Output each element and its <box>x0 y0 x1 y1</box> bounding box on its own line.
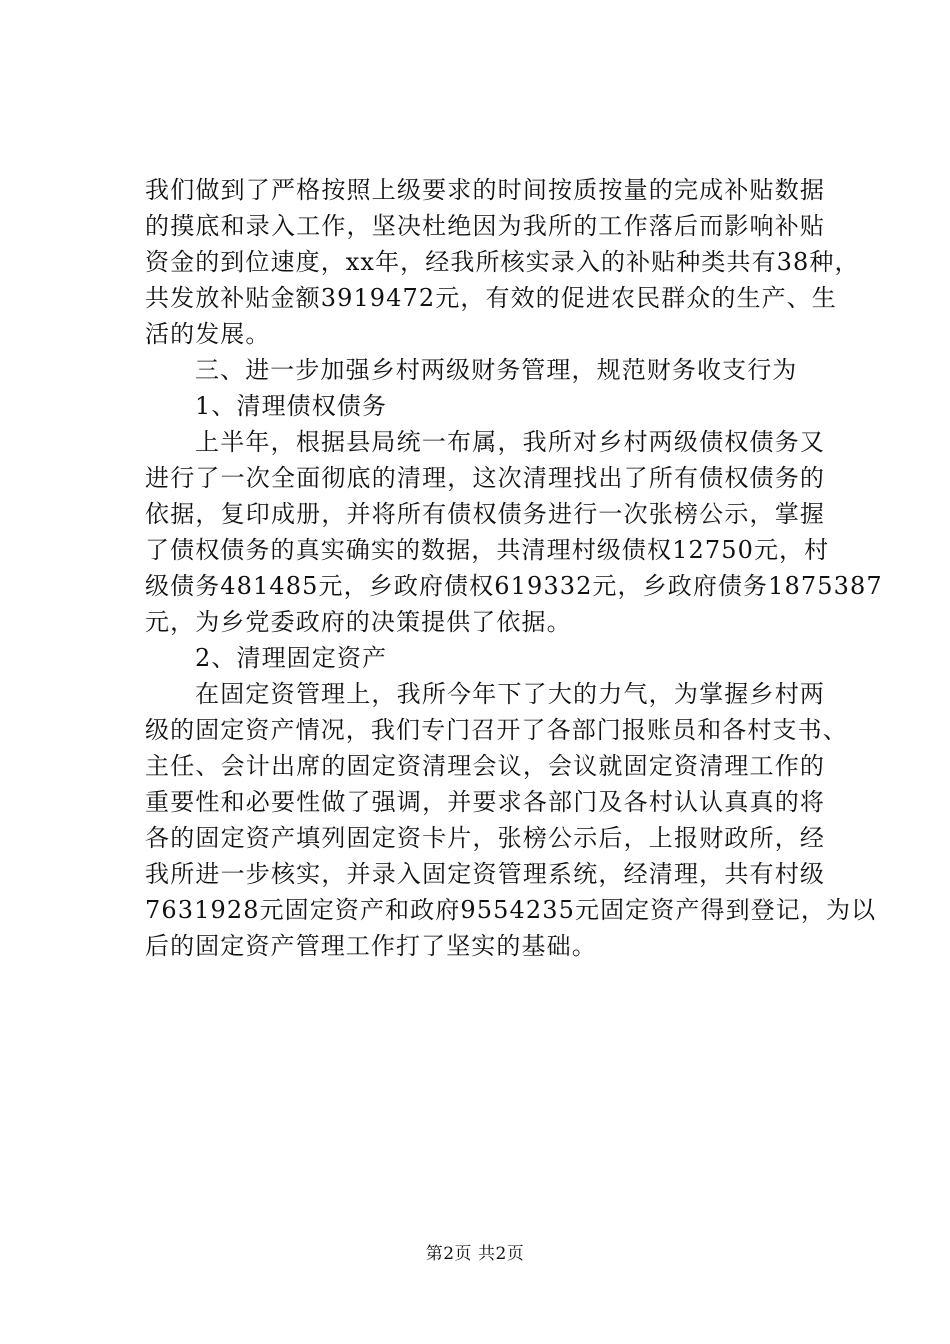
paragraph-line: 共发放补贴金额3919472元，有效的促进农民群众的生产、生 <box>145 284 837 312</box>
paragraph-line: 依据，复印成册，并将所有债权债务进行一次张榜公示，掌握 <box>145 500 825 528</box>
paragraph-line: 级债务481485元，乡政府债权619332元，乡政府债务1875387 <box>145 572 883 600</box>
paragraph-line: 活的发展。 <box>145 320 271 348</box>
paragraph-line: 资金的到位速度，xx年，经我所核实录入的补贴种类共有38种， <box>145 248 860 276</box>
paragraph-line: 我们做到了严格按照上级要求的时间按质按量的完成补贴数据 <box>145 176 825 204</box>
paragraph-line: 7631928元固定资产和政府9554235元固定资产得到登记，为以 <box>145 896 877 924</box>
paragraph-line: 进行了一次全面彻底的清理，这次清理找出了所有债权债务的 <box>145 464 825 492</box>
paragraph-line: 主任、会计出席的固定资清理会议，会议就固定资清理工作的 <box>145 752 825 780</box>
paragraph-line: 了债权债务的真实确实的数据，共清理村级债权12750元，村 <box>145 536 830 564</box>
paragraph-line: 级的固定资产情况，我们专门召开了各部门报账员和各村支书、 <box>145 716 848 744</box>
paragraph-line: 各的固定资产填列固定资卡片，张榜公示后，上报财政所，经 <box>145 824 825 852</box>
subsection-heading: 2、清理固定资产 <box>195 644 388 672</box>
paragraph-line: 后的固定资产管理工作打了坚实的基础。 <box>145 932 597 960</box>
paragraph-line: 在固定资管理上，我所今年下了大的力气，为掌握乡村两 <box>195 680 825 708</box>
section-heading: 三、进一步加强乡村两级财务管理，规范财务收支行为 <box>195 356 798 384</box>
paragraph-line: 重要性和必要性做了强调，并要求各部门及各村认认真真的将 <box>145 788 825 816</box>
paragraph-line: 上半年，根据县局统一布属，我所对乡村两级债权债务又 <box>195 428 825 456</box>
paragraph-line: 的摸底和录入工作，坚决杜绝因为我所的工作落后而影响补贴 <box>145 212 825 240</box>
paragraph-line: 我所进一步核实，并录入固定资管理系统，经清理，共有村级 <box>145 860 825 888</box>
subsection-heading: 1、清理债权债务 <box>195 392 388 420</box>
paragraph-line: 元，为乡党委政府的决策提供了依据。 <box>145 608 572 636</box>
page-number-footer: 第2页 共2页 <box>425 1244 525 1264</box>
